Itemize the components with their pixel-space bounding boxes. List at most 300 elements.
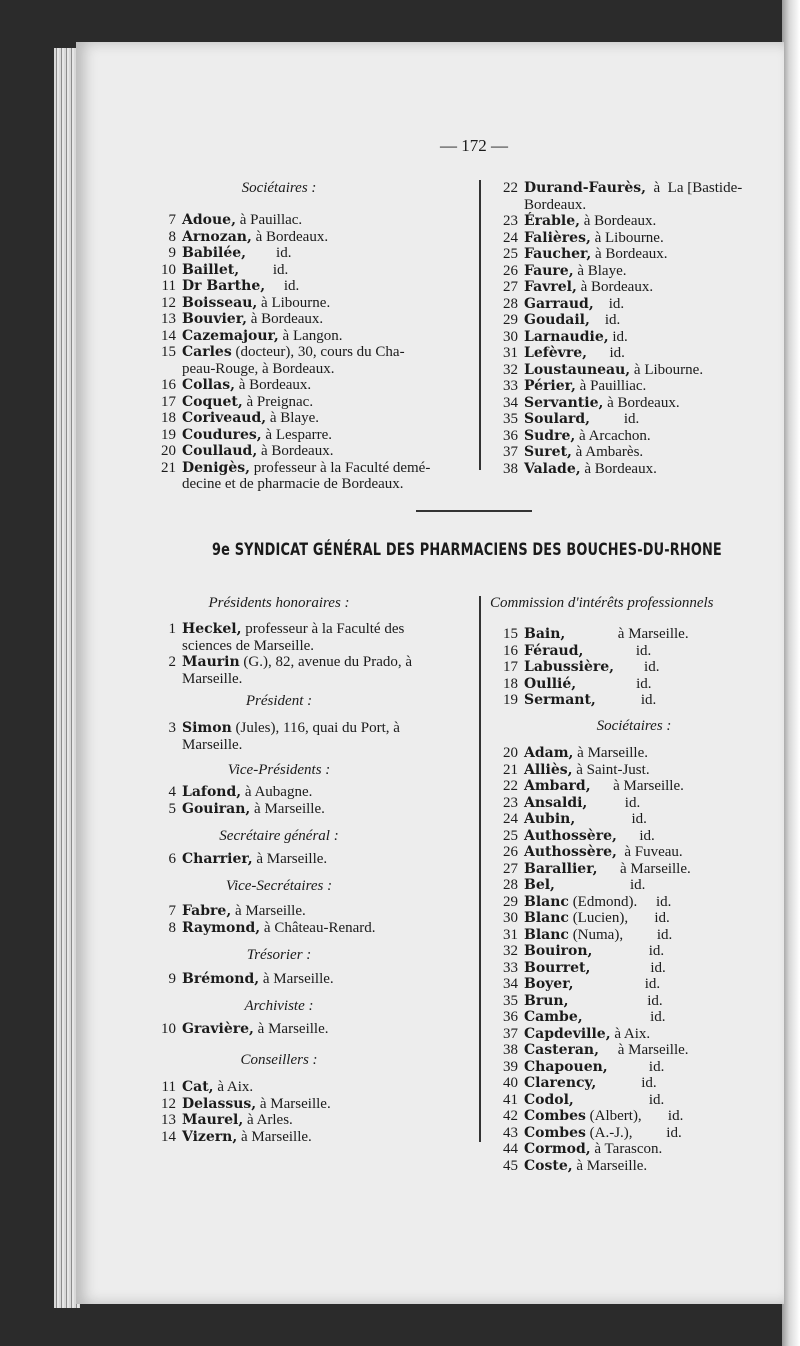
entry-detail: decine et de pharmacie de Bordeaux. xyxy=(182,476,404,492)
entry-detail: à Ambarès. xyxy=(571,444,644,460)
entry-line xyxy=(152,1096,331,1113)
entry-detail: à Bordeaux. xyxy=(576,279,654,295)
entry-detail: à Blaye. xyxy=(573,262,627,279)
tresorier-list xyxy=(152,971,334,988)
heading-archiviste: Archiviste : xyxy=(244,998,314,1014)
section-rule xyxy=(416,510,532,512)
heading-secretaire-general: Secrétaire général : xyxy=(219,828,339,844)
entry-line xyxy=(494,263,742,280)
entry-name: Cazemajour, xyxy=(182,327,279,344)
entry-number: 44 xyxy=(503,1141,518,1157)
entry-line xyxy=(494,659,689,676)
entry-line xyxy=(152,361,430,378)
entry-number: 28 xyxy=(503,877,518,893)
entry-detail: id. xyxy=(616,827,655,844)
heading-presidents-honoraires: Présidents honoraires : xyxy=(208,595,350,611)
entry-detail: id. xyxy=(596,1075,657,1091)
entry-number: 23 xyxy=(503,213,518,229)
entry-detail: à Pauillac. xyxy=(235,212,303,228)
entry-name: Baillet, xyxy=(182,261,240,278)
entry-name: Gouiran, xyxy=(182,800,251,817)
entry-detail: id. xyxy=(589,312,621,328)
entry-detail: id. xyxy=(595,692,657,708)
entry-name: Delassus, xyxy=(182,1095,257,1112)
entry-detail: (Jules), 116, quai du Port, à xyxy=(231,720,400,736)
entry-detail: à Marseille. xyxy=(590,778,684,794)
entry-detail: à Marseille. xyxy=(252,851,328,867)
entry-name: Falières, xyxy=(524,229,591,246)
entry-line xyxy=(494,1026,691,1043)
entry-line xyxy=(494,795,691,812)
entry-name: Charrier, xyxy=(182,851,253,867)
entry-name: Cat, xyxy=(182,1079,214,1095)
entry-name: Casteran, xyxy=(524,1042,599,1058)
vice-secretaires-list xyxy=(152,903,376,936)
entry-detail: à Marseille. xyxy=(597,860,691,877)
entry-line xyxy=(152,311,430,328)
entry-number: 10 xyxy=(161,261,176,278)
entry-line xyxy=(494,762,691,779)
entry-number: 3 xyxy=(168,720,176,736)
entry-detail: à Aubagne. xyxy=(241,784,313,800)
entry-line xyxy=(494,213,742,230)
entry-detail: à Bordeaux. xyxy=(580,460,657,477)
entry-detail: à Château-Renard. xyxy=(260,919,376,936)
top-left-list xyxy=(152,212,430,493)
entry-name: Aubin, xyxy=(524,811,576,827)
entry-number: 37 xyxy=(503,444,518,460)
entry-detail: à Bordeaux. xyxy=(580,213,657,229)
entry-name: Brun, xyxy=(524,992,569,1009)
entry-detail: id. xyxy=(239,261,289,278)
entry-number: 11 xyxy=(161,1079,176,1095)
entry-line xyxy=(152,476,430,493)
entry-line xyxy=(494,246,742,263)
entry-number: 28 xyxy=(503,295,518,312)
entry-name: Adam, xyxy=(524,745,574,761)
entry-line xyxy=(152,801,325,818)
entry-number: 9 xyxy=(168,245,176,261)
entry-detail: à Marseille. xyxy=(598,1042,689,1058)
entry-number: 19 xyxy=(161,426,176,443)
entry-line xyxy=(152,1112,331,1129)
entry-number: 10 xyxy=(161,1021,176,1037)
entry-name: Bouiron, xyxy=(524,943,593,959)
entry-number: 32 xyxy=(503,361,518,378)
entry-detail: sciences de Marseille. xyxy=(182,637,315,654)
entry-name: Dr Barthe, xyxy=(182,278,266,294)
entry-name: Authossère, xyxy=(524,844,617,860)
entry-number: 40 xyxy=(503,1075,518,1091)
entry-detail: id. xyxy=(576,675,652,692)
entry-detail: à Marseille. xyxy=(259,971,334,987)
entry-line xyxy=(494,676,689,693)
entry-detail: peau-Rouge, à Bordeaux. xyxy=(182,360,335,377)
entry-name: Authossère, xyxy=(524,827,617,844)
heading-commission: Commission d'intérêts professionnels xyxy=(490,595,714,611)
entry-name: Oullié, xyxy=(524,675,577,692)
entry-name: Cambe, xyxy=(524,1009,583,1025)
entry-number: 39 xyxy=(503,1058,518,1075)
entry-line xyxy=(152,443,430,460)
entry-line xyxy=(152,328,430,345)
entry-detail: id. xyxy=(590,411,640,427)
entry-number: 32 xyxy=(503,943,518,959)
entry-detail: id. xyxy=(265,278,300,294)
entry-detail: à Marseille. xyxy=(572,1157,648,1174)
entry-name: Maurel, xyxy=(182,1112,244,1128)
entry-line xyxy=(494,362,742,379)
entry-name: Boyer, xyxy=(524,976,574,992)
entry-number: 13 xyxy=(161,311,176,327)
entry-detail: à Marseille. xyxy=(565,626,689,642)
entry-number: 33 xyxy=(503,378,518,394)
entry-detail: à Marseille. xyxy=(250,800,325,817)
entry-line xyxy=(152,460,430,477)
entry-name: Blanc xyxy=(524,926,569,943)
entry-number: 31 xyxy=(503,926,518,943)
entry-number: 7 xyxy=(168,212,176,228)
entry-number: 18 xyxy=(503,675,518,692)
entry-name: Bain, xyxy=(524,626,566,642)
entry-number: 43 xyxy=(503,1124,518,1141)
entry-detail: à Marseille. xyxy=(573,745,648,761)
entry-name: Barallier, xyxy=(524,860,598,877)
top-right-list xyxy=(494,180,742,477)
entry-number: 41 xyxy=(503,1091,518,1108)
entry-line xyxy=(494,1042,691,1059)
entry-name: Adoue, xyxy=(182,212,236,228)
entry-number: 6 xyxy=(168,851,176,867)
entry-number: 11 xyxy=(161,278,176,294)
entry-line xyxy=(152,671,412,688)
entry-number: 17 xyxy=(503,659,518,675)
entry-line xyxy=(494,1158,691,1175)
entry-name: Labussière, xyxy=(524,659,615,675)
entry-detail: à Pauilliac. xyxy=(575,378,647,394)
entry-name: Codol, xyxy=(524,1091,574,1108)
entry-name: Denigès, xyxy=(182,459,250,476)
entry-number: 26 xyxy=(503,844,518,860)
entry-detail: id. xyxy=(568,992,663,1009)
entry-number: 35 xyxy=(503,992,518,1009)
entry-name: Collas, xyxy=(182,377,235,393)
entry-number: 20 xyxy=(161,443,176,459)
entry-line xyxy=(494,444,742,461)
entry-number: 15 xyxy=(503,626,518,642)
vice-presidents-list xyxy=(152,784,325,817)
entry-detail: id. xyxy=(573,1091,665,1108)
entry-name: Favrel, xyxy=(524,279,577,295)
entry-line xyxy=(152,262,430,279)
entry-detail: à Bordeaux. xyxy=(234,377,312,393)
entry-line xyxy=(152,654,412,671)
entry-line xyxy=(494,461,742,478)
entry-number: 17 xyxy=(161,393,176,410)
entry-line xyxy=(152,903,376,920)
entry-detail: (Lucien), id. xyxy=(568,910,670,926)
entry-number: 20 xyxy=(503,745,518,761)
entry-name: Coudures, xyxy=(182,426,262,443)
entry-name: Blanc xyxy=(524,893,569,910)
entry-line xyxy=(494,844,691,861)
entry-number: 23 xyxy=(503,794,518,811)
entry-line xyxy=(494,877,691,894)
entry-name: Faucher, xyxy=(524,246,592,262)
entry-detail: (A.-J.), id. xyxy=(585,1124,682,1141)
entry-detail: (Numa), id. xyxy=(568,926,673,943)
entry-detail: à Saint-Just. xyxy=(572,761,650,778)
entry-detail: à Bordeaux. xyxy=(603,394,680,411)
entry-name: Cormod, xyxy=(524,1141,591,1157)
entry-number: 16 xyxy=(503,642,518,659)
conseillers-list xyxy=(152,1079,331,1145)
entry-line xyxy=(494,345,742,362)
entry-number: 15 xyxy=(161,344,176,360)
entry-number: 1 xyxy=(168,621,176,637)
archiviste-list xyxy=(152,1021,328,1038)
entry-line xyxy=(494,626,689,643)
entry-name: Ambard, xyxy=(524,778,591,794)
commission-list xyxy=(494,626,689,709)
entry-number: 12 xyxy=(161,294,176,311)
entry-number: 22 xyxy=(503,778,518,794)
entry-line xyxy=(494,745,691,762)
entry-number: 8 xyxy=(168,228,176,245)
entry-line xyxy=(494,927,691,944)
entry-name: Vizern, xyxy=(182,1128,238,1145)
entry-name: Boisseau, xyxy=(182,294,258,311)
entry-name: Raymond, xyxy=(182,919,261,936)
entry-name: Féraud, xyxy=(524,642,584,659)
entry-name: Fabre, xyxy=(182,903,232,919)
entry-detail: à Marseille. xyxy=(231,903,306,919)
entry-line xyxy=(494,230,742,247)
entry-line xyxy=(494,312,742,329)
entry-line xyxy=(152,1129,331,1146)
heading-vice-secretaires: Vice-Secrétaires : xyxy=(225,878,333,894)
entry-name: Bel, xyxy=(524,877,555,893)
entry-detail: à Marseille. xyxy=(253,1021,329,1037)
entry-number: 36 xyxy=(503,1009,518,1025)
entry-detail: id. xyxy=(583,642,652,659)
entry-name: Périer, xyxy=(524,378,576,394)
entry-detail: (Albert), id. xyxy=(585,1108,684,1124)
entry-number: 34 xyxy=(503,394,518,411)
presidents-list xyxy=(152,621,412,687)
entry-name: Durand-Faurès, xyxy=(524,180,647,196)
entry-number: 18 xyxy=(161,410,176,426)
entry-line xyxy=(494,993,691,1010)
entry-name: Coquet, xyxy=(182,393,243,410)
entry-detail: id. xyxy=(582,1009,666,1025)
entry-line xyxy=(494,411,742,428)
entry-line xyxy=(494,329,742,346)
entry-detail: id. xyxy=(614,659,660,675)
entry-line xyxy=(494,428,742,445)
entry-line xyxy=(152,737,400,754)
entry-name: Alliès, xyxy=(524,761,573,778)
entry-detail: à Lesparre. xyxy=(261,426,333,443)
entry-line xyxy=(494,643,689,660)
entry-detail: id. xyxy=(593,295,625,312)
entry-number: 21 xyxy=(503,761,518,778)
heading-tresorier: Trésorier : xyxy=(246,947,312,963)
entry-number: 8 xyxy=(168,919,176,936)
entry-detail: à Blaye. xyxy=(266,410,320,426)
entry-number: 29 xyxy=(503,312,518,328)
entry-line xyxy=(152,427,430,444)
entry-name: Gravière, xyxy=(182,1021,254,1037)
entry-line xyxy=(494,861,691,878)
book-page xyxy=(76,42,784,1304)
entry-name: Chapouen, xyxy=(524,1058,608,1075)
section-title: 9e SYNDICAT GÉNÉRAL DES PHARMACIENS DES BOUCHES-DU-RHONE xyxy=(212,540,722,560)
entry-name: Capdeville, xyxy=(524,1025,611,1042)
entry-detail: à Langon. xyxy=(278,327,343,344)
entry-detail: id. xyxy=(573,976,661,992)
entry-line xyxy=(152,851,327,868)
entry-number: 34 xyxy=(503,976,518,992)
entry-name: Goudail, xyxy=(524,312,590,328)
entry-detail: à Bordeaux. xyxy=(251,228,329,245)
entry-detail: id. xyxy=(586,345,625,361)
entry-detail: à Bordeaux. xyxy=(246,311,324,327)
entry-detail: à Aix. xyxy=(610,1025,651,1042)
page-number: — 172 — xyxy=(440,136,508,155)
entry-line xyxy=(494,1125,691,1142)
entry-detail: id. xyxy=(608,328,628,345)
entry-number: 27 xyxy=(503,279,518,295)
entry-number: 27 xyxy=(503,860,518,877)
entry-detail: à Libourne. xyxy=(257,294,331,311)
entry-name: Blanc xyxy=(524,910,569,926)
entry-line xyxy=(152,720,400,737)
entry-line xyxy=(494,1092,691,1109)
entry-line xyxy=(152,971,334,988)
entry-name: Garraud, xyxy=(524,295,594,312)
entry-number: 13 xyxy=(161,1112,176,1128)
entry-name: Érable, xyxy=(524,213,581,229)
entry-detail: à Marseille. xyxy=(256,1095,331,1112)
entry-name: Sudre, xyxy=(524,427,576,444)
column-divider-bottom xyxy=(479,596,481,1142)
entry-line xyxy=(494,1009,691,1026)
entry-line xyxy=(494,1141,691,1158)
entry-name: Valade, xyxy=(524,460,581,477)
entry-number: 16 xyxy=(161,377,176,393)
entry-line xyxy=(152,377,430,394)
entry-name: Lafond, xyxy=(182,784,242,800)
entry-line xyxy=(494,378,742,395)
entry-number: 36 xyxy=(503,427,518,444)
entry-name: Arnozan, xyxy=(182,228,252,245)
top-left-heading: Sociétaires : xyxy=(241,180,317,196)
entry-detail: à Arcachon. xyxy=(575,427,651,444)
entry-detail: à Libourne. xyxy=(590,229,664,246)
entry-number: 21 xyxy=(161,459,176,476)
entry-name: Combes xyxy=(524,1124,586,1141)
entry-detail: à Arles. xyxy=(243,1112,293,1128)
entry-detail: id. xyxy=(575,811,647,827)
entry-number: 14 xyxy=(161,327,176,344)
entry-name: Coullaud, xyxy=(182,443,258,459)
entry-detail: à La [Bastide- xyxy=(646,180,743,196)
entry-name: Clarency, xyxy=(524,1075,597,1091)
entry-name: Faure, xyxy=(524,262,574,279)
entry-detail: à Preignac. xyxy=(242,393,314,410)
entry-number: 30 xyxy=(503,328,518,345)
entry-name: Suret, xyxy=(524,444,572,460)
secretaire-list xyxy=(152,851,327,868)
entry-detail: (docteur), 30, cours du Cha- xyxy=(231,344,405,360)
entry-line xyxy=(494,910,691,927)
entry-detail: à Fuveau. xyxy=(616,844,683,860)
entry-line xyxy=(494,296,742,313)
entry-number: 24 xyxy=(503,811,518,827)
entry-name: Lefèvre, xyxy=(524,345,587,361)
entry-name: Larnaudie, xyxy=(524,328,609,345)
entry-line xyxy=(494,960,691,977)
entry-detail: professeur à la Faculté demé- xyxy=(250,459,431,476)
entry-number: 24 xyxy=(503,229,518,246)
entry-number: 25 xyxy=(503,246,518,262)
entry-number: 14 xyxy=(161,1128,176,1145)
entry-line xyxy=(494,943,691,960)
entry-number: 29 xyxy=(503,893,518,910)
binding-edge xyxy=(782,0,800,1346)
entry-detail: Bordeaux. xyxy=(524,196,587,213)
entry-line xyxy=(494,976,691,993)
entry-name: Carles xyxy=(182,344,232,360)
entry-number: 31 xyxy=(503,345,518,361)
entry-line xyxy=(152,295,430,312)
entry-name: Brémond, xyxy=(182,971,260,987)
entry-number: 35 xyxy=(503,411,518,427)
entry-name: Bouvier, xyxy=(182,311,247,327)
entry-name: Maurin xyxy=(182,654,240,670)
entry-detail: id. xyxy=(554,877,646,893)
entry-name: Babilée, xyxy=(182,245,247,261)
entry-number: 33 xyxy=(503,959,518,976)
entry-detail: à Bordeaux. xyxy=(591,246,668,262)
entry-number: 5 xyxy=(168,800,176,817)
entry-number: 30 xyxy=(503,910,518,926)
entry-number: 7 xyxy=(168,903,176,919)
entry-number: 26 xyxy=(503,262,518,279)
societaires-list xyxy=(494,745,691,1174)
entry-line xyxy=(152,920,376,937)
entry-number: 42 xyxy=(503,1108,518,1124)
entry-line xyxy=(494,778,691,795)
heading-vice-presidents: Vice-Présidents : xyxy=(227,762,331,778)
column-divider-top xyxy=(479,180,481,470)
entry-detail: Marseille. xyxy=(182,670,243,687)
entry-name: Soulard, xyxy=(524,411,591,427)
entry-line xyxy=(152,344,430,361)
entry-line xyxy=(152,394,430,411)
entry-line xyxy=(152,784,325,801)
entry-detail: à Marseille. xyxy=(237,1128,312,1145)
entry-number: 25 xyxy=(503,827,518,844)
entry-name: Ansaldi, xyxy=(524,794,588,811)
entry-name: Bourret, xyxy=(524,959,591,976)
entry-line xyxy=(494,180,742,197)
entry-number: 9 xyxy=(168,971,176,987)
entry-line xyxy=(494,279,742,296)
entry-line xyxy=(152,212,430,229)
entry-detail: id. xyxy=(587,794,641,811)
